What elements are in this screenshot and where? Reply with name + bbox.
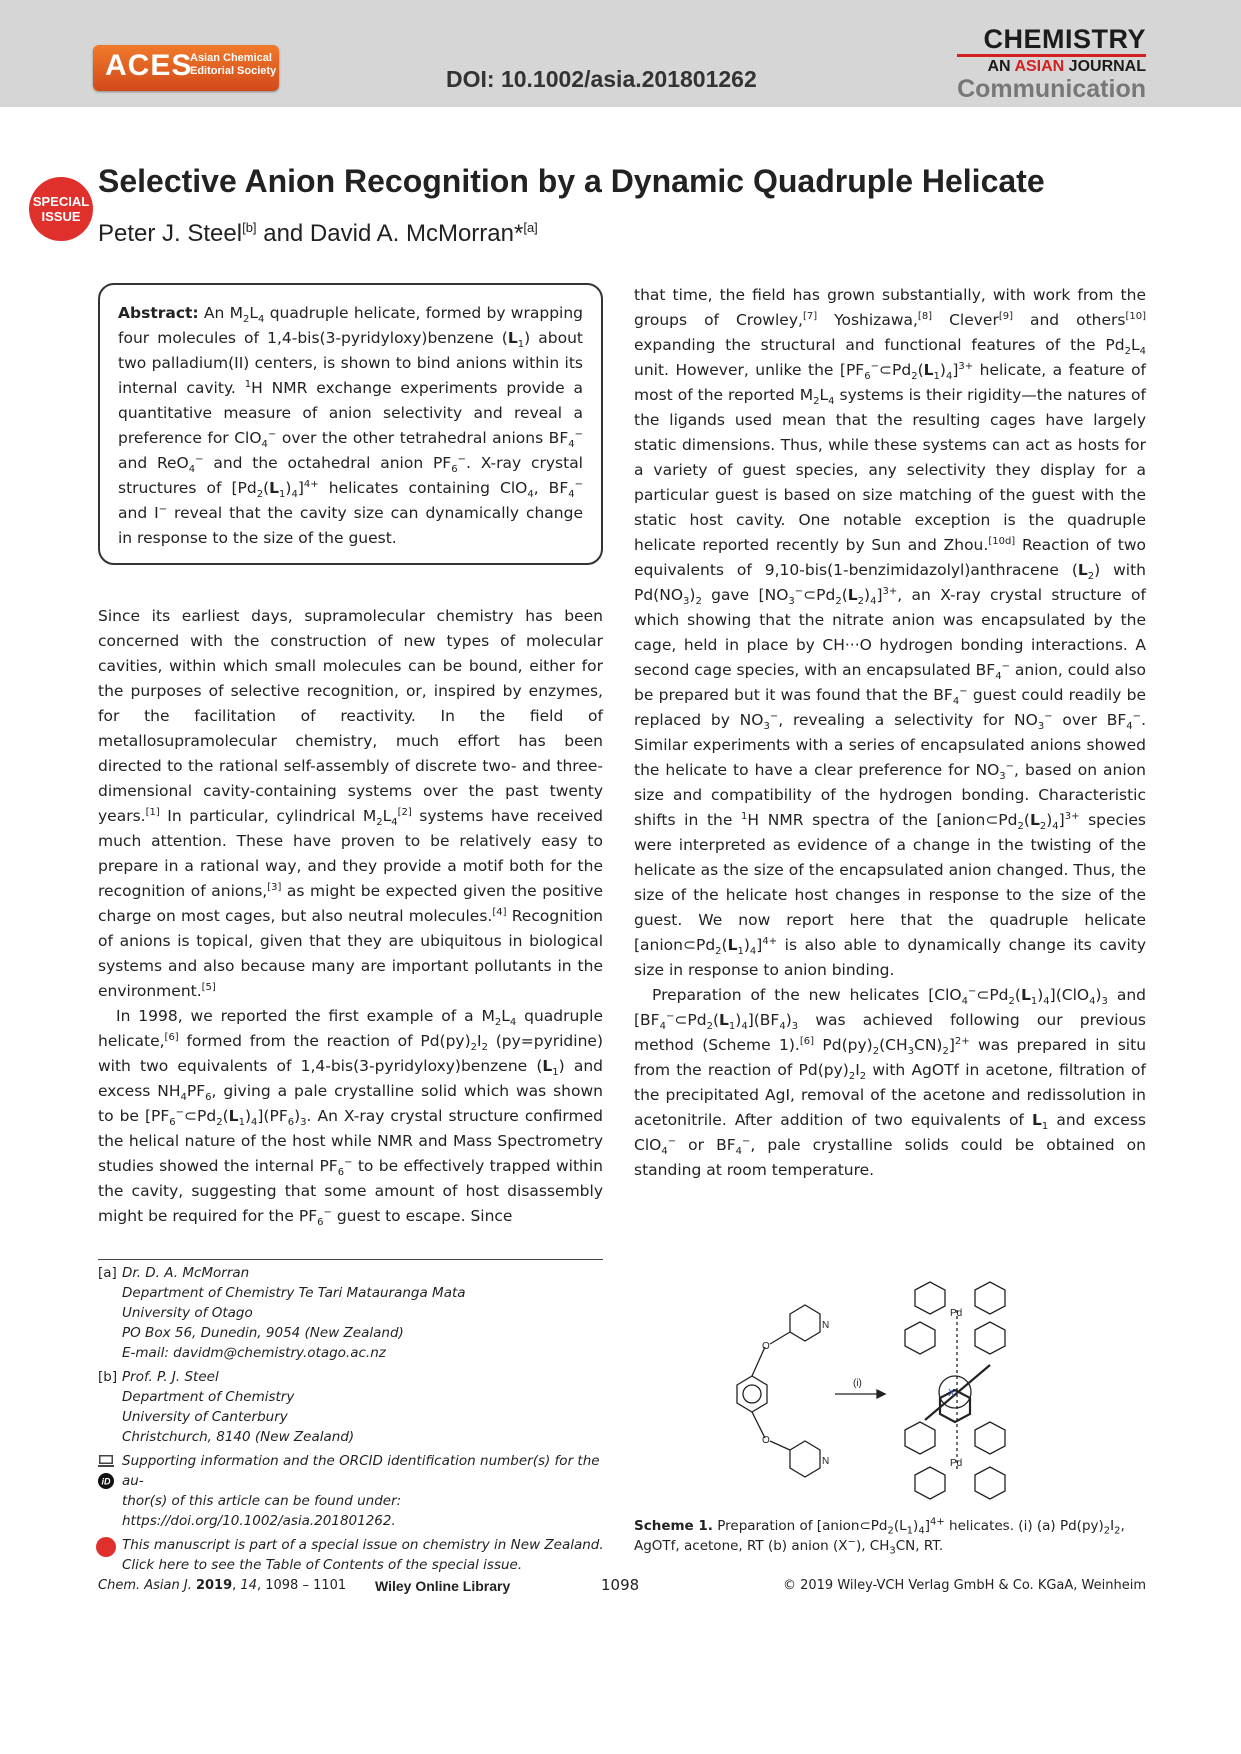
aces-logo-text: ACES: [105, 49, 193, 82]
article-type: Communication: [957, 75, 1146, 103]
supporting-info-link[interactable]: https://doi.org/10.1002/asia.201801262.: [122, 1513, 396, 1529]
scheme-caption: Scheme 1. Preparation of $[anion\subset Pd_2(L_1)_4]^{4+}$ helicates. (i) (a) $Pd(py)_2I_2$, AgOTf, acetone, RT (b) anion (X−), $CH_3CN$, RT.: [634, 1516, 1125, 1557]
oxygen-label-top: O: [762, 1341, 770, 1352]
special-issue-toc-link[interactable]: Click here to see the Table of Contents of the special issue.: [122, 1557, 523, 1573]
footnote-special-issue: This manuscript is part of a special issue on chemistry in New Zealand. Click here to see the Table of Contents of the special issue.: [98, 1535, 608, 1575]
article-title: Selective Anion Recognition by a Dynamic Quadruple Helicate: [98, 163, 1045, 199]
special-issue-icon: [96, 1537, 116, 1557]
special-issue-badge: SPECIAL ISSUE: [29, 177, 93, 241]
svg-text:iD: iD: [101, 1476, 111, 1487]
right-column-body: [634, 283, 1146, 1183]
footnotes: [98, 1263, 608, 1579]
aces-logo: [93, 45, 279, 91]
pyridine-ring-bottom: [790, 1441, 820, 1477]
authors: Peter J. Steel[b] and David A. McMorran*[a]: [98, 220, 538, 247]
left-column-body: [98, 604, 603, 1229]
journal-subtitle: AN ASIAN JOURNAL: [987, 58, 1146, 75]
footnote-supporting-info: iD Supporting information and the ORCID identification number(s) for the au- thor(s) of this article can be found under: https://doi.org/10.1002/asia.201801262.: [98, 1451, 608, 1531]
orcid-icon: [98, 1473, 114, 1489]
nitrogen-label-top: N: [822, 1320, 830, 1331]
pyridine-ring-top: [790, 1305, 820, 1341]
page-header: [0, 0, 1241, 107]
doi: DOI: 10.1002/asia.201801262: [446, 66, 757, 92]
wiley-online-library-link[interactable]: Wiley Online Library: [375, 1578, 511, 1594]
pd-label-top: Pd: [950, 1308, 963, 1319]
aces-logo-subtitle: Asian Chemical Editorial Society: [190, 52, 277, 77]
nitrogen-label-bottom: N: [822, 1456, 830, 1467]
abstract-text: Abstract: An $M_2L_4$ quadruple helicate, formed by wrapping four molecules of 1,4-bis(3-pyridyloxy)benzene $(L_1)$ about two palladium(II) centers, is shown to bind anions within its internal cavity. $^1$H NMR exchange experiments provide a quantitative measure of anion selectivity and reveal a preference for ClO$_4$− over the other tetrahedral anions $BF_4^-$ and ReO$_4$− and the octahedral anion $PF_6^-$. X-ray crystal structures of $[Pd_2(L_1)_4]^{4+}$ helicates containing ClO$_4$, $BF_4^-$ and I− reveal that the cavity size can dynamically change in response to the size of the guest.: [118, 304, 584, 547]
journal-logo: [957, 25, 1146, 103]
journal-title: CHEMISTRY: [957, 25, 1146, 57]
paragraph: Since its earliest days, supramolecular chemistry has been concerned with the construction of new types of molecular cavities, within which small molecules can be bound, either for the purposes of selective recognition, or, inspired by enzymes, for the facilitation of reactivity. In the field of metallosupramolecular chemistry, much effort has been directed to the rational self-assembly of discrete two- and three-dimensional cavity-containing systems over the past twenty years.[1] In particular, cylindrical $M_2L_4[2]$ systems have received much attention. These have proven to be relatively easy to prepare in a rational way, and they provide a motif both for the recognition of anions,[3] as might be expected given the positive charge on most cages, but also neutral molecules.[4] Recognition of anions is topical, given that they are ubiquitous in biological systems and also because many are important pollutants in the environment.[5]: [98, 607, 604, 1000]
author-email-link[interactable]: E-mail: davidm@chemistry.otago.ac.nz: [122, 1345, 386, 1361]
abstract-box: [98, 283, 603, 565]
pd-label-bottom: Pd: [950, 1458, 963, 1469]
copyright: © 2019 Wiley-VCH Verlag GmbH & Co. KGaA, Weinheim: [782, 1578, 1146, 1593]
computer-icon: [98, 1453, 114, 1469]
oxygen-label-bottom: O: [762, 1435, 770, 1446]
footnote-divider: [98, 1259, 603, 1260]
paragraph: that time, the field has grown substantially, with work from the groups of Crowley,[7] Yoshizawa,[8] Clever[9] and others[10] expanding the structural and functional features of the $Pd_2L_4$ unit. However, unlike the $[PF_6^-\subset Pd_2(L_1)_4]^{3+}$ helicate, a feature of most of the reported $M_2L_4$ systems is their rigidity—the natures of the ligands used mean that the resulting cages have largely static dimensions. Thus, while these systems can act as hosts for a variety of guest species, any selectivity they display for a particular guest is based on size matching of the guest with the static host cavity. One notable exception is the quadruple helicate reported recently by Sun and Zhou.[10d] Reaction of two equivalents of 9,10-bis(1-benzimidazolyl)anthracene $(L_2)$ with $Pd(NO_3)_2$ gave $[NO_3^-\subset Pd_2(L_2)_4]^{3+}$, an X-ray crystal structure of which showing that the nitrate anion was encapsulated by the cage, held in place by CH···O hydrogen bonding interactions. A second cage species, with an encapsulated $BF_4^-$ anion, could also be prepared but it was found that the $BF_4^-$ guest could readily be replaced by $NO_3^-$, revealing a selectivity for $NO_3^-$ over $BF_4^-$. Similar experiments with a series of encapsulated anions showed the helicate to have a clear preference for $NO_3^-$, based on anion size and compatibility of the hydrogen bonding. Characteristic shifts in the $^1$H NMR spectra of the $[anion\subset Pd_2(L_2)_4]^{3+}$ species were interpreted as evidence of a change in the twisting of the helicate as the size of the encapsulated anion changed. Thus, the size of the helicate host changes in response to the size of the guest. We now report here that the quadruple helicate $[anion\subset Pd_2(L_1)_4]^{4+}$ is also able to dynamically change its cavity size in response to anion binding.: [634, 286, 1147, 979]
footnote-affiliation-a: [a] Dr. D. A. McMorran Department of Chemistry Te Tari Matauranga Mata University of Otago PO Box 56, Dunedin, 9054 (New Zealand) E-mail: davidm@chemistry.otago.ac.nz: [98, 1263, 608, 1363]
footnote-affiliation-b: [b] Prof. P. J. Steel Department of Chemistry University of Canterbury Christchurch, 8140 (New Zealand): [98, 1369, 355, 1445]
page-number: 1098: [601, 1576, 640, 1594]
footer-citation: Chem. Asian J. 2019, 14, 1098 – 1101: [98, 1578, 347, 1593]
benzene-ring: [737, 1376, 767, 1412]
paragraph: In 1998, we reported the first example of a $M_2L_4$ quadruple helicate,[6] formed from the reaction of $Pd(py)_2I_2$ (py=pyridine) with two equivalents of 1,4-bis(3-pyridyloxy)benzene $(L_1)$ and excess $NH_4PF_6$, giving a pale crystalline solid which was shown to be $[PF_6^-\subset Pd_2(L_1)_4](PF_6)_3$. An X-ray crystal structure confirmed the helical nature of the host while NMR and Mass Spectrometry studies showed the internal $PF_6^-$ to be effectively trapped within the cavity, suggesting that some amount of host disassembly might be required for the $PF_6^-$ guest to escape. Since: [98, 1007, 603, 1229]
paragraph: Preparation of the new helicates $[ClO_4^-\subset Pd_2(L_1)_4](ClO_4)_3$ and $[BF_4^-\subset Pd_2(L_1)_4](BF_4)_3$ was achieved following our previous method (Scheme 1).[6] $Pd(py)_2(CH_3CN)_2]^{2+}$ was prepared in situ from the reaction of $Pd(py)_2I_2$ with AgOTf in acetone, filtration of the precipitated AgI, removal of the acetone and redissolution in acetonitrile. After addition of two equivalents of $L_1$ and excess ClO$_4$− or $BF_4^-$, pale crystalline solids could be obtained on standing at room temperature.: [634, 985, 1147, 1179]
reaction-condition-label: (i): [853, 1378, 862, 1389]
anion-label: X-: [948, 1388, 958, 1399]
scheme-1-figure: [725, 1270, 1025, 1515]
